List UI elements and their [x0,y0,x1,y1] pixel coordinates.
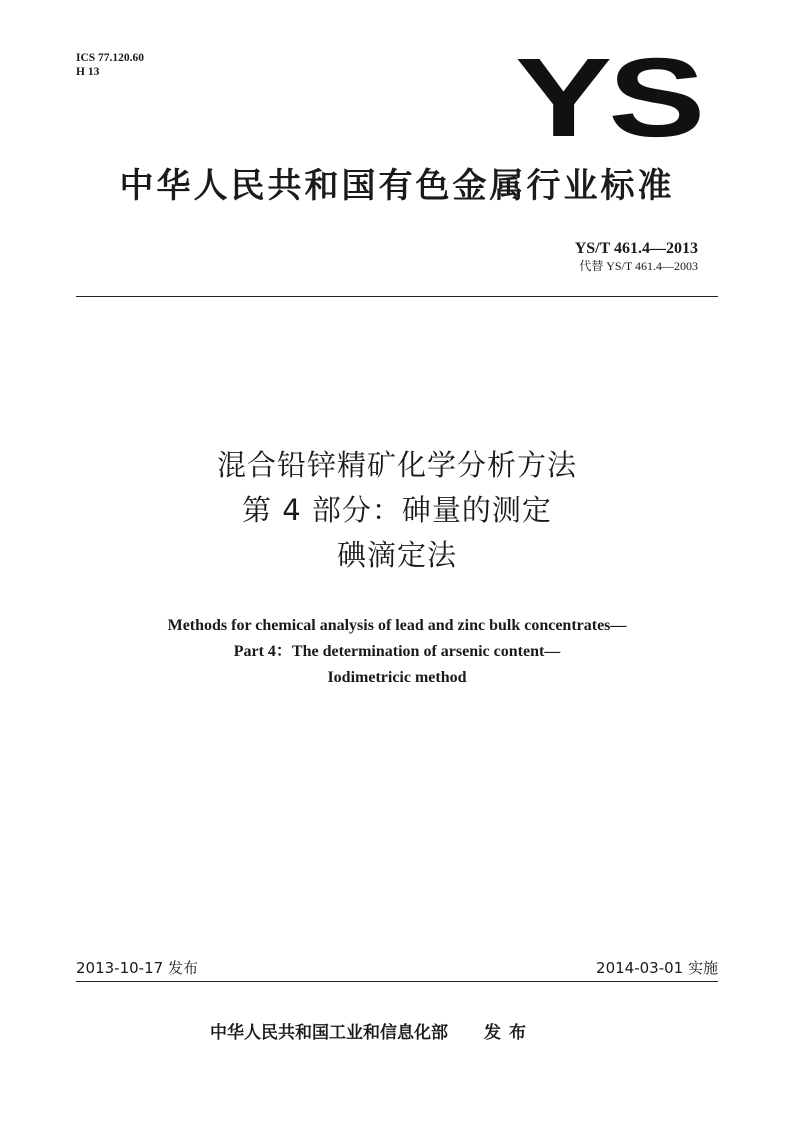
chinese-title-line-2: 第 4 部分：砷量的测定 [242,493,552,527]
classification-codes [76,51,144,79]
english-title-line-3: Iodimetricic method [327,669,467,686]
issuing-authority: 中华人民共和国工业和信息化部 [210,1023,448,1043]
issue-label: 发布 [484,1023,534,1043]
publisher [210,1021,534,1045]
standard-number-block [575,239,698,273]
implementation-date: 2014-03-01 实施 [596,959,718,977]
replaces-standard: 代替 YS/T 461.4—2003 [579,259,698,273]
ics-code: ICS 77.120.60 [76,52,145,64]
chinese-title-line-3: 碘滴定法 [336,538,457,572]
english-title [76,613,718,691]
english-title-line-1: Methods for chemical analysis of lead and zinc bulk concentrates— [167,617,627,634]
chinese-title-line-1: 混合铅锌精矿化学分析方法 [216,448,577,482]
ys-logo: YS [515,35,702,160]
header-divider [76,296,718,297]
english-title-line-2: Part 4：The determination of arsenic content— [233,643,561,660]
standard-number: YS/T 461.4—2013 [574,240,698,257]
ccs-code: H 13 [76,66,100,78]
chinese-title [76,443,718,578]
publish-date: 2013-10-17 发布 [76,959,198,977]
organization-title: 中华人民共和国有色金属行业标准 [119,166,675,206]
footer-divider [76,981,718,982]
